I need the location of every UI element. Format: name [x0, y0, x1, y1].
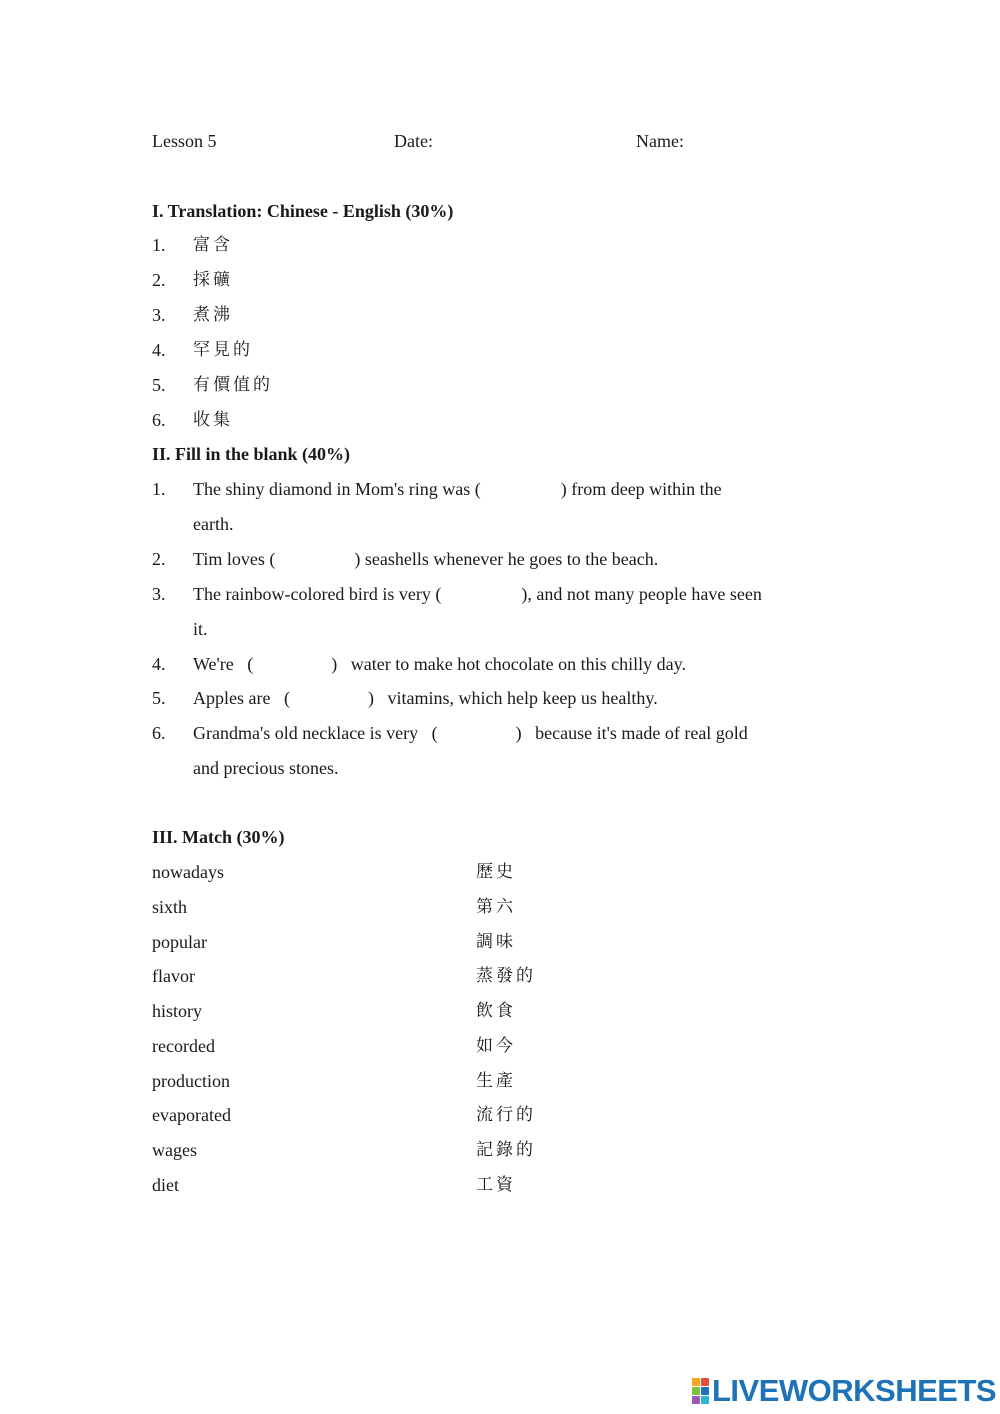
sentence: [193, 582, 762, 606]
sentence-end: ) water to make hot chocolate on this chilly day.: [331, 654, 686, 674]
english-word[interactable]: sixth: [152, 897, 188, 917]
chinese-word[interactable]: 記錄的: [476, 1140, 536, 1160]
english-word[interactable]: flavor: [152, 966, 195, 986]
sentence: [193, 477, 722, 501]
chinese-term: 罕見的: [193, 340, 253, 360]
item-number: 3.: [152, 584, 166, 604]
sentence-start: Grandma's old necklace is very (: [193, 723, 438, 743]
chinese-word[interactable]: 工資: [476, 1175, 516, 1195]
english-word[interactable]: nowadays: [152, 862, 224, 882]
sentence-continuation: earth.: [193, 514, 234, 534]
item-number: 5.: [152, 688, 166, 708]
item-number: 2.: [152, 549, 166, 569]
chinese-word[interactable]: 調味: [476, 932, 516, 952]
sentence-continuation: it.: [193, 619, 208, 639]
chinese-word[interactable]: 第六: [476, 897, 516, 917]
section-2-title: II. Fill in the blank (40%): [152, 444, 351, 464]
item-number: 1.: [152, 479, 166, 499]
english-word[interactable]: popular: [152, 932, 207, 952]
chinese-term: 有價值的: [193, 375, 273, 395]
section-3-title: III. Match (30%): [152, 827, 285, 847]
liveworksheets-logo: [692, 1374, 996, 1408]
chinese-word[interactable]: 飲食: [476, 1001, 516, 1021]
chinese-term: 煮沸: [193, 305, 233, 325]
english-word[interactable]: recorded: [152, 1036, 215, 1056]
chinese-word[interactable]: 歷史: [476, 862, 516, 882]
date-label: Date:: [394, 131, 433, 151]
english-word[interactable]: history: [152, 1001, 203, 1021]
item-number: 2.: [152, 270, 166, 290]
logo-mark-icon: [692, 1378, 709, 1404]
item-number: 3.: [152, 305, 166, 325]
sentence-start: Apples are (: [193, 688, 290, 708]
sentence-start: The rainbow-colored bird is very (: [193, 584, 442, 604]
chinese-term: 收集: [193, 410, 233, 430]
sentence-end: ) vitamins, which help keep us healthy.: [367, 688, 658, 708]
item-number: 6.: [152, 723, 166, 743]
item-number: 4.: [152, 340, 166, 360]
chinese-term: 富含: [193, 235, 233, 255]
chinese-word[interactable]: 如今: [476, 1036, 516, 1056]
sentence-end: ) from deep within the: [560, 479, 722, 499]
sentence-continuation: and precious stones.: [193, 758, 339, 778]
sentence: [193, 652, 686, 676]
sentence: [193, 686, 658, 710]
sentence-end: ) because it's made of real gold: [515, 723, 748, 743]
sentence-start: We're (: [193, 654, 254, 674]
chinese-word[interactable]: 生產: [476, 1071, 516, 1091]
english-word[interactable]: diet: [152, 1175, 179, 1195]
english-word[interactable]: production: [152, 1071, 230, 1091]
english-word[interactable]: wages: [152, 1140, 197, 1160]
sentence: [193, 721, 748, 745]
sentence-end: ), and not many people have seen: [521, 584, 762, 604]
item-number: 1.: [152, 235, 166, 255]
english-word[interactable]: evaporated: [152, 1105, 231, 1125]
name-label: Name:: [636, 131, 684, 151]
sentence-end: ) seashells whenever he goes to the beach.: [354, 549, 659, 569]
sentence: [193, 547, 658, 571]
chinese-word[interactable]: 流行的: [476, 1105, 536, 1125]
item-number: 5.: [152, 375, 166, 395]
chinese-word[interactable]: 蒸發的: [476, 966, 536, 986]
section-1-title: I. Translation: Chinese - English (30%): [152, 201, 454, 221]
lesson-label: Lesson 5: [152, 131, 217, 151]
item-number: 4.: [152, 654, 166, 674]
sentence-start: The shiny diamond in Mom's ring was (: [193, 479, 481, 499]
item-number: 6.: [152, 410, 166, 430]
chinese-term: 採礦: [193, 270, 233, 290]
logo-text: LIVEWORKSHEETS: [712, 1373, 997, 1408]
sentence-start: Tim loves (: [193, 549, 276, 569]
